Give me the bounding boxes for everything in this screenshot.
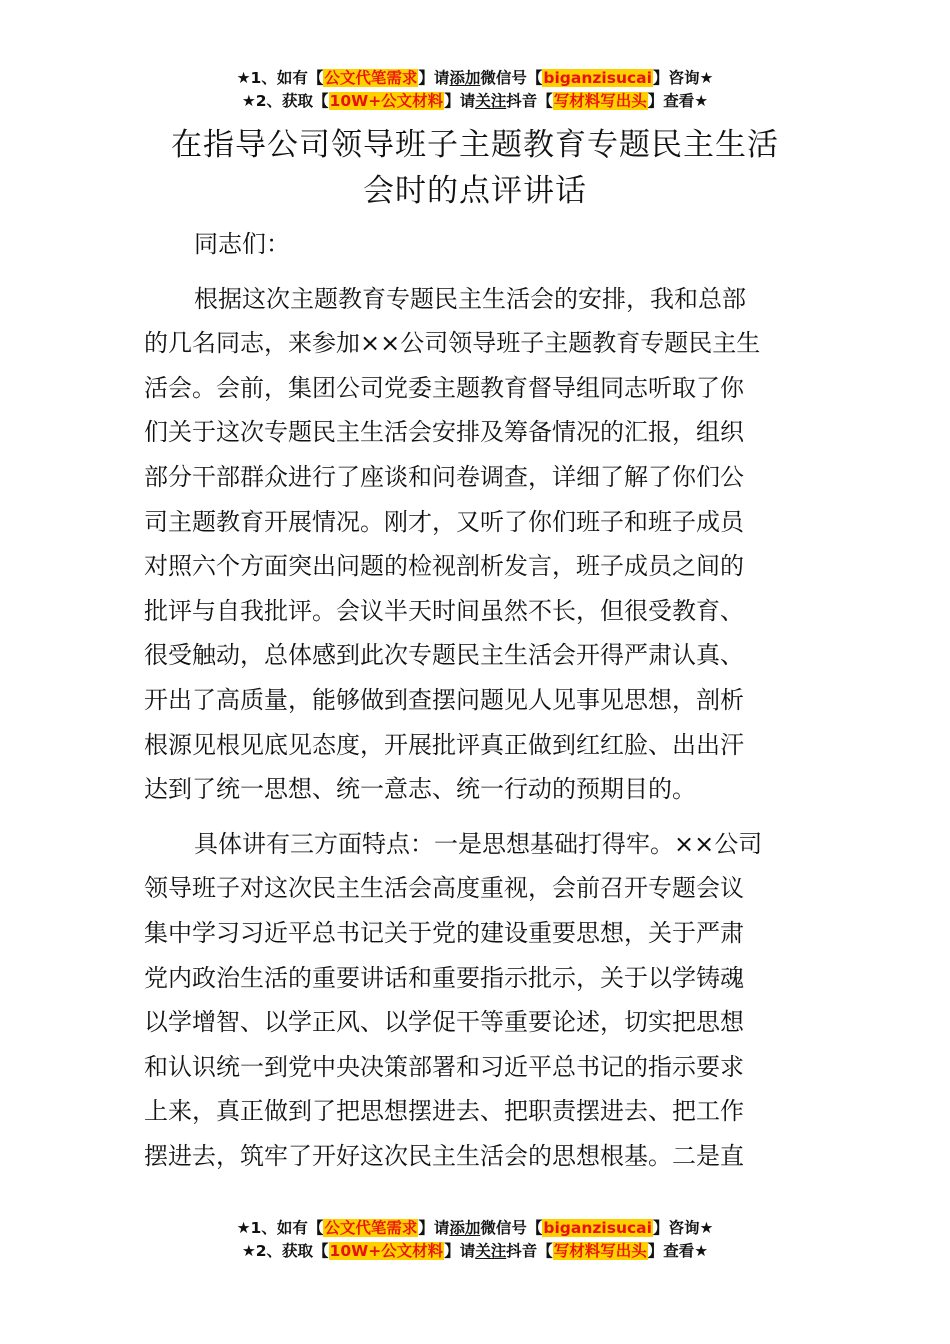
highlighted-material-name: 10W+公文材料 (329, 92, 444, 110)
paragraph-line: 的几名同志，来参加××公司领导班子主题教育专题民主生 (144, 329, 761, 358)
paragraph-line: 和认识统一到党中央决策部署和习近平总书记的指示要求 (144, 1052, 744, 1081)
paragraph-2 (144, 822, 808, 1179)
paragraph-line: 党内政治生活的重要讲话和重要指示批示，关于以学铸魂 (144, 963, 744, 992)
document-title-line-2: 会时的点评讲话 (363, 173, 587, 209)
footer-banner-line-1 (0, 1217, 950, 1240)
paragraph-line: 具体讲有三方面特点：一是思想基础打得牢。××公司 (194, 829, 763, 858)
highlighted-douyin-account: 写材料写出头 (553, 1242, 647, 1260)
paragraph-line: 摆进去，筑牢了开好这次民主生活会的思想根基。二是直 (144, 1141, 744, 1170)
banner-text: 抖音【 (506, 92, 553, 110)
paragraph-line: 集中学习习近平总书记关于党的建设重要思想，关于严肃 (144, 918, 744, 947)
footer-banner-line-2 (0, 1240, 950, 1263)
paragraph-line: 以学增智、以学正风、以学促干等重要论述，切实把思想 (144, 1008, 744, 1037)
banner-text: 】查看★ (647, 1242, 709, 1260)
header-banner-line-1 (0, 67, 950, 90)
paragraph-line: 们关于这次专题民主生活会安排及筹备情况的汇报，组织 (144, 418, 744, 447)
greeting: 同志们： (194, 230, 290, 258)
paragraph-line: 上来，真正做到了把思想摆进去、把职责摆进去、把工作 (144, 1097, 744, 1126)
paragraph-line: 部分干部群众进行了座谈和问卷调查，详细了解了你们公 (144, 462, 744, 491)
paragraph-line: 对照六个方面突出问题的检视剖析发言，班子成员之间的 (144, 552, 744, 581)
banner-text: ★1、如有【 (236, 1219, 324, 1237)
banner-text: 】咨询★ (652, 69, 714, 87)
banner-text: 】请 (418, 1219, 450, 1237)
paragraph-line: 领导班子对这次民主生活会高度重视，会前召开专题会议 (144, 874, 744, 903)
banner-text: 微信号【 (480, 69, 543, 87)
paragraph-line: 活会。会前，集团公司党委主题教育督导组同志听取了你 (144, 373, 744, 402)
document-title-line-1: 在指导公司领导班子主题教育专题民主生活 (171, 127, 779, 163)
paragraph-line: 根据这次主题教育专题民主生活会的安排，我和总部 (194, 284, 746, 313)
banner-text: 微信号【 (480, 1219, 543, 1237)
paragraph-line: 批评与自我批评。会议半天时间虽然不长，但很受教育、 (144, 596, 744, 625)
highlighted-service-name: 公文代笔需求 (324, 1219, 418, 1237)
highlighted-wechat-id: biganzisucai (543, 69, 652, 87)
header-banner (0, 67, 950, 113)
banner-text: 】请 (444, 92, 476, 110)
banner-text: 】请 (444, 1242, 476, 1260)
paragraph-gap (144, 267, 808, 277)
highlighted-material-name: 10W+公文材料 (329, 1242, 444, 1260)
footer-banner (0, 1217, 950, 1263)
paragraph-line: 开出了高质量，能够做到查摆问题见人见事见思想，剖析 (144, 685, 744, 714)
paragraph-1 (144, 277, 808, 812)
document-body (144, 222, 808, 1178)
highlighted-douyin-account: 写材料写出头 (553, 92, 647, 110)
banner-underlined-text: 添加 (449, 1219, 481, 1237)
banner-text: ★2、获取【 (241, 1242, 329, 1260)
document-title (0, 122, 950, 214)
banner-text: 】查看★ (647, 92, 709, 110)
paragraph-line: 达到了统一思想、统一意志、统一行动的预期目的。 (144, 775, 696, 804)
banner-underlined-text: 添加 (449, 69, 481, 87)
paragraph-line: 根源见根见底见态度，开展批评真正做到红红脸、出出汗 (144, 730, 744, 759)
highlighted-service-name: 公文代笔需求 (324, 69, 418, 87)
banner-text: ★2、获取【 (241, 92, 329, 110)
paragraph-gap (144, 812, 808, 822)
highlighted-wechat-id: biganzisucai (543, 1219, 652, 1237)
header-banner-line-2 (0, 90, 950, 113)
banner-text: 】咨询★ (652, 1219, 714, 1237)
banner-text: 抖音【 (506, 1242, 553, 1260)
banner-underlined-text: 关注 (475, 92, 507, 110)
paragraph-line: 很受触动，总体感到此次专题民主生活会开得严肃认真、 (144, 641, 744, 670)
banner-text: 】请 (418, 69, 450, 87)
banner-underlined-text: 关注 (475, 1242, 507, 1260)
banner-text: ★1、如有【 (236, 69, 324, 87)
paragraph-line: 司主题教育开展情况。刚才，又听了你们班子和班子成员 (144, 507, 744, 536)
